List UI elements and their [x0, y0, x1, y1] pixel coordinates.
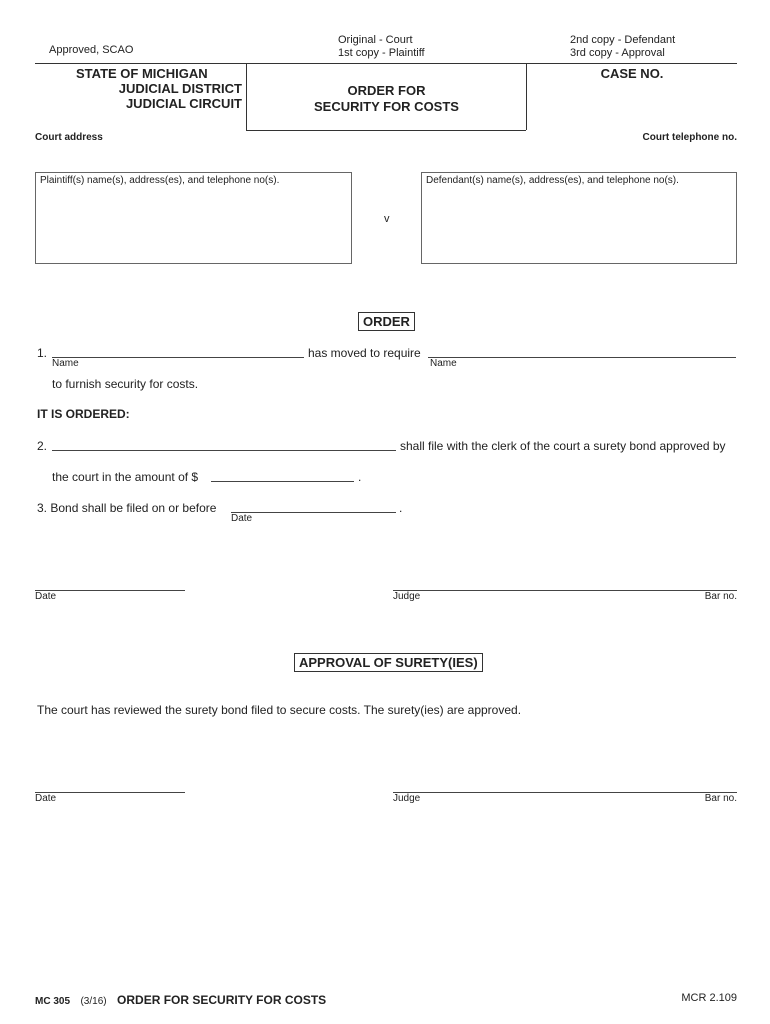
approval-date-field[interactable] — [35, 778, 185, 793]
versus-label: v — [384, 213, 390, 225]
approval-text: The court has reviewed the surety bond filed to secure costs. The surety(ies) are approved. — [37, 703, 522, 717]
movant-name-caption: Name — [52, 358, 79, 369]
judicial-district-label: JUDICIAL DISTRICT — [118, 81, 242, 96]
order-judge-label: Judge — [393, 591, 421, 602]
footer-title: ORDER FOR SECURITY FOR COSTS — [117, 993, 327, 1007]
court-telephone-label: Court telephone no. — [642, 132, 737, 143]
approval-bar-no-label: Bar no. — [704, 793, 737, 804]
respondent-name-caption: Name — [430, 358, 457, 369]
it-is-ordered: IT IS ORDERED: — [37, 407, 130, 421]
copy-distribution-1 — [338, 34, 425, 60]
approval-judge-label: Judge — [393, 793, 421, 804]
bond-date-field[interactable] — [231, 498, 396, 513]
copy-defendant: 2nd copy - Defendant — [570, 34, 676, 46]
item1-number: 1. — [37, 346, 48, 360]
defendant-box[interactable] — [421, 172, 737, 264]
form-revision: (3/16) — [80, 996, 107, 1007]
movant-name-field[interactable] — [52, 343, 304, 358]
copy-approval: 3rd copy - Approval — [570, 47, 665, 59]
court-address-label: Court address — [35, 132, 103, 143]
judicial-circuit-label: JUDICIAL CIRCUIT — [125, 96, 242, 111]
respondent-name-field[interactable] — [428, 343, 736, 358]
approved-label: Approved, SCAO — [49, 44, 134, 56]
item1-text: has moved to require — [308, 346, 421, 360]
copy-original: Original - Court — [338, 34, 413, 46]
approval-date-label: Date — [35, 793, 57, 804]
order-date-field[interactable] — [35, 576, 185, 591]
item2-text: shall file with the clerk of the court a surety bond approved by — [400, 439, 726, 453]
approval-judge-signature-field[interactable] — [393, 778, 737, 793]
defendant-label: Defendant(s) name(s), address(es), and telephone no(s). — [426, 175, 679, 186]
order-judge-signature-field[interactable] — [393, 576, 737, 591]
copy-plaintiff: 1st copy - Plaintiff — [338, 47, 425, 59]
order-date-label: Date — [35, 591, 57, 602]
form-title-line1: ORDER FOR — [347, 83, 426, 98]
surety-party-field[interactable] — [52, 436, 396, 451]
bond-amount-field[interactable] — [211, 467, 354, 482]
order-heading: ORDER — [358, 312, 415, 331]
item3-period: . — [399, 501, 403, 515]
court-rule-reference: MCR 2.109 — [681, 992, 737, 1004]
item2-number: 2. — [37, 439, 48, 453]
plaintiff-box[interactable] — [35, 172, 352, 264]
item2-continuation: the court in the amount of $ — [52, 470, 199, 484]
copy-distribution-2 — [570, 34, 675, 60]
court-address-field[interactable] — [35, 145, 737, 167]
form-number: MC 305 — [35, 996, 71, 1007]
item1-continuation: to furnish security for costs. — [52, 377, 199, 391]
case-no-field[interactable] — [532, 84, 732, 126]
state-label: STATE OF MICHIGAN — [76, 66, 208, 81]
form-title-line2: SECURITY FOR COSTS — [314, 99, 459, 114]
bond-date-caption: Date — [231, 513, 253, 524]
footer — [35, 991, 326, 1009]
caption-top-rule — [35, 63, 737, 64]
order-bar-no-label: Bar no. — [704, 591, 737, 602]
caption-title-bottom-rule — [246, 130, 526, 131]
approval-heading: APPROVAL OF SURETY(IES) — [294, 653, 483, 672]
item2-period: . — [358, 470, 362, 484]
item3-text: 3. Bond shall be filed on or before — [37, 501, 217, 515]
case-no-label: CASE NO. — [600, 66, 664, 81]
plaintiff-label: Plaintiff(s) name(s), address(es), and telephone no(s). — [40, 175, 280, 186]
